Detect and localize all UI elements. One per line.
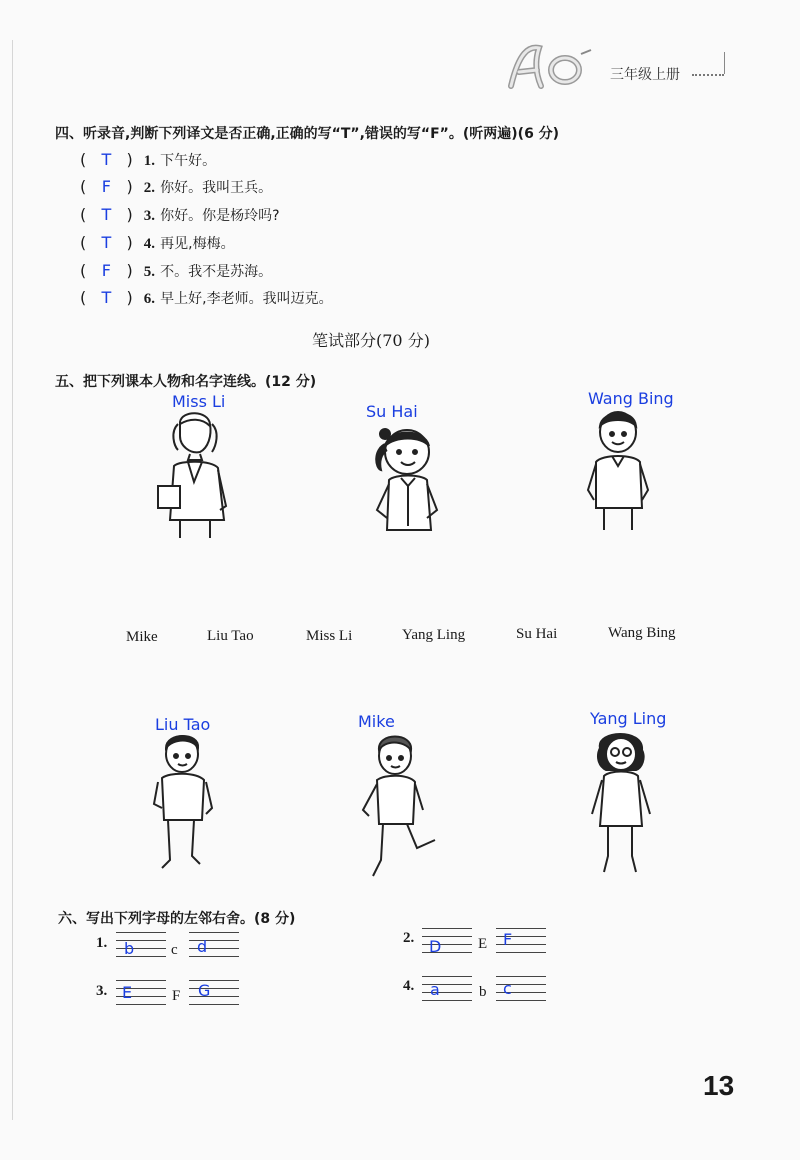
printed-name: Liu Tao <box>207 628 254 644</box>
handwritten-label: Liu Tao <box>155 715 211 734</box>
handwritten-label: Miss Li <box>172 392 226 411</box>
printed-name: Yang Ling <box>402 627 466 643</box>
header-divider-end <box>724 52 725 74</box>
printed-name: Miss Li <box>306 628 353 644</box>
answer-field[interactable]: T <box>101 205 112 224</box>
handwritten-label: Yang Ling <box>590 709 667 728</box>
su-hai-figure[interactable] <box>365 422 445 534</box>
logo-icon <box>505 42 595 92</box>
judge-item: ( T ) 1. 下午好。 <box>80 150 217 169</box>
liu-tao-figure[interactable] <box>148 732 218 882</box>
grade-label: 三年级上册 <box>610 67 680 83</box>
yang-ling-figure[interactable] <box>586 728 656 878</box>
given-letter: F <box>172 988 181 1004</box>
section-5-title: 五、把下列课本人物和名字连线。(12 分) <box>55 374 317 390</box>
answer-field[interactable]: T <box>101 288 112 307</box>
judge-item: ( T ) 4. 再见,梅梅。 <box>80 233 235 252</box>
item-number: 3. <box>96 983 108 999</box>
handwritten-label: Su Hai <box>366 402 418 421</box>
right-letter-answer[interactable]: d <box>197 937 208 956</box>
judge-item: ( T ) 3. 你好。你是杨玲吗? <box>80 205 280 224</box>
wang-bing-figure[interactable] <box>582 408 652 532</box>
writing-lines <box>189 980 239 1010</box>
handwritten-label: Wang Bing <box>588 389 674 408</box>
miss-li-figure[interactable] <box>150 410 240 540</box>
page-edge <box>12 40 13 1120</box>
left-letter-answer[interactable]: E <box>122 983 133 1002</box>
answer-field[interactable]: F <box>101 177 111 196</box>
section-6-title: 六、写出下列字母的左邻右舍。(8 分) <box>58 911 296 927</box>
right-letter-answer[interactable]: c <box>503 979 512 998</box>
left-letter-answer[interactable]: b <box>124 939 135 958</box>
answer-field[interactable]: F <box>101 261 111 280</box>
printed-name: Su Hai <box>516 626 558 642</box>
mike-figure[interactable] <box>355 730 445 882</box>
left-letter-answer[interactable]: a <box>430 980 440 999</box>
given-letter: b <box>479 984 487 1000</box>
item-number: 2. <box>403 930 415 946</box>
left-letter-answer[interactable]: D <box>429 937 442 956</box>
item-number: 1. <box>96 935 108 951</box>
right-letter-answer[interactable]: G <box>198 981 211 1000</box>
section-4-title: 四、听录音,判断下列译文是否正确,正确的写“T”,错误的写“F”。(听两遍)(6 分) <box>55 126 560 142</box>
printed-name: Mike <box>126 629 158 645</box>
page-number: 13 <box>703 1070 735 1101</box>
answer-field[interactable]: T <box>101 233 112 252</box>
judge-item: ( F ) 5. 不。我不是苏海。 <box>80 261 273 280</box>
judge-item: ( F ) 2. 你好。我叫王兵。 <box>80 177 273 196</box>
given-letter: E <box>478 936 488 952</box>
right-letter-answer[interactable]: F <box>503 930 513 949</box>
answer-field[interactable]: T <box>101 150 112 169</box>
handwritten-label: Mike <box>358 712 395 731</box>
header-divider <box>692 74 724 76</box>
given-letter: c <box>171 942 178 958</box>
printed-name: Wang Bing <box>608 625 676 641</box>
item-number: 4. <box>403 978 415 994</box>
judge-item: ( T ) 6. 早上好,李老师。我叫迈克。 <box>80 288 333 307</box>
written-part-title: 笔试部分(70 分) <box>312 331 430 350</box>
